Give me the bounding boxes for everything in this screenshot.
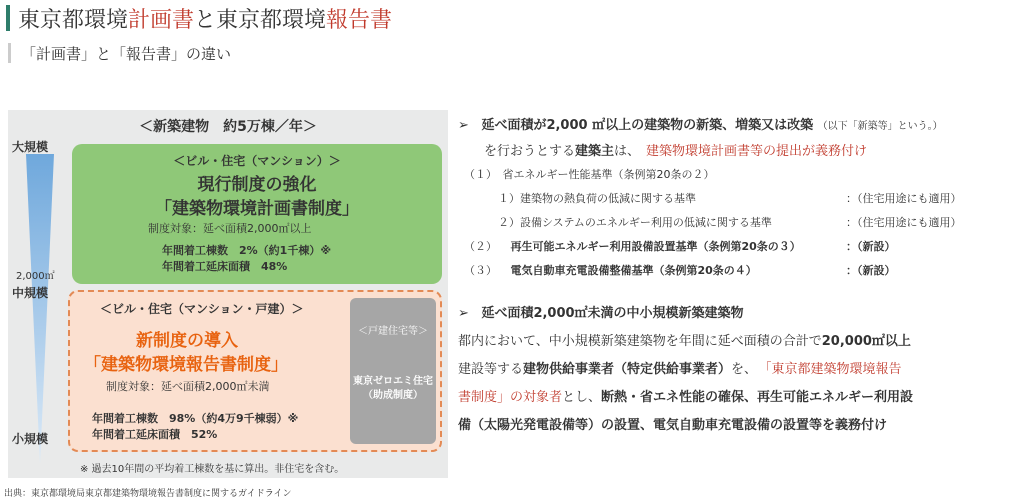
- bullet-2-para-line-2: [458, 358, 902, 377]
- scale-label-large: 大規模: [12, 140, 49, 154]
- planning-report-box: [72, 144, 442, 284]
- page-subtitle-text: 「計画書」と「報告書」の違い: [21, 44, 232, 63]
- bullet-2-marker: ➢: [458, 306, 469, 321]
- bullet-1-line2-a: を行おうとする: [484, 144, 576, 159]
- environmental-report-box: [68, 290, 442, 452]
- item-1-1: １）建築物の熱負荷の低減に関する基準: [498, 192, 696, 205]
- item-2-text: 再生可能エネルギー利用設備設置基準（条例第20条の３）: [510, 240, 801, 253]
- page-subtitle: [8, 42, 231, 64]
- bullet-1-line-1: [458, 114, 943, 133]
- bullet-2-heading-text: 延べ面積2,000㎡未満の中小規模新築建築物: [481, 306, 744, 321]
- title-part-1: 東京都環境: [18, 7, 129, 33]
- bullet-2-heading: [458, 302, 744, 321]
- bullet-2-p1-a: 都内において、中小規模新築建築物を年間に延べ面積の合計で: [458, 334, 822, 349]
- bullet-2-para-line-4: 備（太陽光発電設備等）の設置、電気自動車充電設備の設置等を義務付け: [458, 418, 888, 433]
- title-accent-bar: [6, 5, 10, 31]
- gray-line-1: 東京ゼロエミ住宅: [353, 376, 433, 387]
- orange-target: 制度対象：延べ面積2,000㎡未満: [106, 380, 270, 393]
- green-heading-1: 現行制度の強化: [197, 175, 317, 195]
- item-2-note: ：（新設）: [846, 240, 896, 253]
- item-3-number: （３）: [464, 264, 497, 277]
- gray-title: ＜戸建住宅等＞: [358, 326, 428, 337]
- source-citation: 出典：東京都環境局東京都建築物環境報告書制度に関するガイドライン: [4, 489, 292, 499]
- item-3: [464, 262, 757, 278]
- bullet-1-line2-c: は、: [614, 144, 641, 159]
- orange-category: ＜ビル・住宅（マンション・戸建）＞: [100, 302, 304, 316]
- footnote: ※ 過去10年間の平均着工棟数を基に算出。非住宅を含む。: [80, 464, 345, 475]
- item-2: [464, 238, 801, 254]
- bullet-1-line-2: [484, 140, 867, 159]
- bullet-2-p1-b: 20,000㎡以上: [821, 334, 911, 349]
- subtitle-accent-bar: [8, 43, 11, 63]
- bullet-2-para-line-1: [458, 330, 911, 349]
- green-stat-1: 年間着工棟数 2%（約1千棟）※: [162, 244, 332, 257]
- bullet-2-p2-a: 建設等する: [458, 362, 524, 377]
- item-3-note: ：（新設）: [846, 264, 896, 277]
- title-part-3: と東京都環境: [194, 7, 327, 33]
- item-3-text: 電気自動車充電設備整備基準（条例第20条の４）: [510, 264, 757, 277]
- item-1-1-note: ：（住宅用途にも適用）: [846, 192, 962, 205]
- left-diagram-panel: [8, 110, 448, 478]
- bullet-2-p3-a: 書制度」の対象者: [458, 390, 563, 405]
- bullet-1-line2-b: 建築主: [575, 144, 615, 159]
- orange-stat-2: 年間着工延床面積 52%: [92, 428, 218, 441]
- green-stat-2: 年間着工延床面積 48%: [162, 260, 288, 273]
- item-1-2: ２）設備システムのエネルギー利用の低減に関する基準: [498, 216, 772, 229]
- scale-label-small: 小規模: [12, 432, 49, 446]
- detached-house-box: [350, 298, 436, 444]
- page-title-text: [18, 3, 392, 34]
- scale-wedge-graphic: [26, 154, 54, 464]
- green-target: 制度対象：延べ面積2,000㎡以上: [148, 222, 312, 235]
- gray-line-2: （助成制度）: [363, 390, 423, 401]
- bullet-2-p3-b: とし、: [562, 390, 602, 405]
- bullet-2-para-line-3: [458, 386, 913, 405]
- bullet-2-p2-d: 「東京都建築物環境報告: [765, 362, 902, 377]
- title-part-2: 計画書: [128, 7, 195, 33]
- bullet-2-p3-c: 断熱・省エネ性能の確保、再生可能エネルギー利用設: [601, 390, 914, 405]
- scale-label-medium: 中規模: [12, 286, 49, 300]
- new-buildings-header: ＜新築建物 約5万棟／年＞: [139, 119, 317, 135]
- scale-label-threshold: 2,000㎡: [16, 271, 55, 282]
- bullet-1-marker: ➢: [458, 118, 469, 133]
- green-category: ＜ビル・住宅（マンション）＞: [173, 154, 341, 168]
- item-2-number: （２）: [464, 240, 497, 253]
- orange-stat-1: 年間着工棟数 98%（約4万9千棟弱）※: [92, 412, 299, 425]
- bullet-1-line2-d: 建築物環境計画書等の提出が義務付け: [646, 144, 868, 159]
- title-part-4: 報告書: [326, 7, 393, 33]
- page-title: [6, 4, 392, 32]
- item-1: （１） 省エネルギー性能基準（条例第20条の２）: [464, 168, 715, 181]
- green-heading-2: 「建築物環境計画書制度」: [155, 199, 359, 219]
- bullet-2-p2-c: を、: [731, 362, 758, 377]
- orange-heading-1: 新制度の導入: [136, 331, 238, 351]
- orange-heading-2: 「建築物環境報告書制度」: [84, 355, 288, 375]
- bullet-2-p2-b: 建物供給事業者（特定供給事業者）: [523, 362, 732, 377]
- bullet-1-text: 延べ面積が2,000 ㎡以上の建築物の新築、増築又は改築: [481, 118, 814, 133]
- bullet-1-note: （以下「新築等」という。）: [817, 121, 943, 132]
- item-1-2-note: ：（住宅用途にも適用）: [846, 216, 962, 229]
